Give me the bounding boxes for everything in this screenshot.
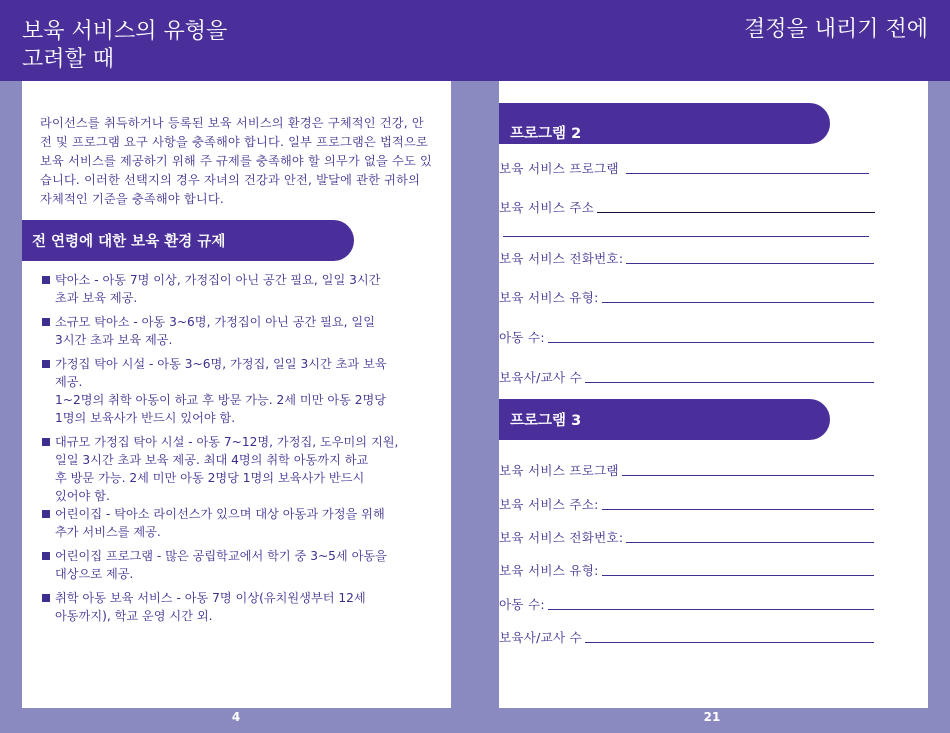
program3-name-field[interactable] (499, 459, 874, 479)
list-item (42, 433, 438, 505)
left-page-title (22, 18, 227, 74)
field-label: 보육사/교사 수 (499, 630, 583, 645)
program2-name-field[interactable] (499, 157, 869, 177)
list-item-text: 취학 아동 보육 서비스 - 아동 7명 이상(유치원생부터 12세 아동까지), 학교 운영 시간 외. (55, 591, 366, 623)
fill-in-line[interactable] (626, 173, 869, 174)
left-page (22, 81, 451, 708)
right-page (499, 81, 928, 708)
field-label: 아동 수: (499, 597, 545, 612)
fill-in-line[interactable] (602, 575, 874, 576)
square-bullet-icon (42, 318, 50, 326)
list-item (42, 589, 438, 625)
list-item-text: 어린이집 프로그램 - 많은 공립학교에서 학기 중 3~5세 아동을 대상으로 제공. (55, 549, 387, 581)
field-label: 보육 서비스 전화번호: (499, 251, 624, 266)
program3-phone-field[interactable] (499, 526, 874, 546)
section-title-banner (22, 220, 354, 261)
program2-banner (499, 103, 830, 144)
program2-phone-field[interactable] (499, 247, 874, 267)
field-label: 보육 서비스 유형: (499, 290, 599, 305)
program3-address-field[interactable] (499, 493, 874, 513)
fill-in-line[interactable] (622, 475, 874, 476)
left-title-line2: 고려할 때 (22, 47, 115, 72)
square-bullet-icon (42, 438, 50, 446)
list-item-text: 대규모 가정집 탁아 시설 - 아동 7~12명, 가정집, 도우미의 지원, 일일 3시간 초과 보육 제공. 최대 4명의 취학 아동까지 하교 후 방문 가능. 2세 미만 아동 2명당 1명의 보육사가 반드시 있어야 함. (55, 435, 399, 503)
square-bullet-icon (42, 552, 50, 560)
right-page-title: 결정을 내리기 전에 (743, 17, 928, 42)
program2-type-field[interactable] (499, 286, 874, 306)
program3-type-field[interactable] (499, 559, 874, 579)
field-label: 보육사/교사 수 (499, 370, 583, 385)
program3-title: 프로그램 3 (510, 412, 582, 429)
left-page-number: 4 (231, 710, 241, 724)
fill-in-line[interactable] (585, 382, 874, 383)
fill-in-line[interactable] (626, 263, 874, 264)
program2-address-line2[interactable] (503, 236, 869, 237)
list-item (42, 547, 438, 583)
list-item-text: 어린이집 - 탁아소 라이선스가 있으며 대상 아동과 가정을 위해 추가 서비스를 제공. (55, 507, 385, 539)
square-bullet-icon (42, 510, 50, 518)
field-label: 보육 서비스 전화번호: (499, 530, 624, 545)
program2-title: 프로그램 2 (510, 126, 582, 142)
square-bullet-icon (42, 276, 50, 284)
square-bullet-icon (42, 594, 50, 602)
fill-in-line[interactable] (597, 212, 875, 213)
field-label: 아동 수: (499, 330, 545, 345)
fill-in-line[interactable] (602, 302, 874, 303)
section-title: 전 연령에 대한 보육 환경 규제 (32, 234, 226, 250)
program2-children-field[interactable] (499, 326, 874, 346)
list-item-text: 탁아소 - 아동 7명 이상, 가정집이 아닌 공간 필요, 일일 3시간 초과 보육 제공. (55, 273, 381, 305)
fill-in-line[interactable] (626, 542, 874, 543)
list-item-text: 소규모 탁아소 - 아동 3~6명, 가정집이 아닌 공간 필요, 일일 3시간 초과 보육 제공. (55, 315, 375, 347)
fill-in-line[interactable] (548, 609, 874, 610)
field-label: 보육 서비스 유형: (499, 563, 599, 578)
list-item (42, 271, 438, 307)
program3-children-field[interactable] (499, 593, 874, 613)
list-item (42, 313, 438, 349)
list-item (42, 505, 438, 541)
field-label: 보육 서비스 주소: (499, 497, 599, 512)
intro-paragraph: 라이선스를 취득하거나 등록된 보육 서비스의 환경은 구체적인 건강, 안전 및 프로그램 요구 사항을 충족해야 합니다. 일부 프로그램은 법적으로 보육 서비스를 제공하기 위해 주 규제를 충족해야 할 의무가 없을 수도 있습니다. 이러한 선택지의 경우 자녀의 건강과 안전, 발달에 관한 귀하의 자체적인 기준을 충족해야 합니다. (40, 116, 433, 206)
fill-in-line[interactable] (585, 642, 874, 643)
right-page-number: 21 (703, 710, 721, 724)
list-item-continuation: 1~2명의 취학 아동이 하교 후 방문 가능. 2세 미만 아동 2명당 1명의 보육사가 반드시 있어야 함. (55, 393, 387, 425)
left-title-line1: 보육 서비스의 유형을 (22, 19, 228, 44)
program2-teachers-field[interactable] (499, 366, 874, 386)
program3-banner (499, 399, 830, 440)
list-item-text: 가정집 탁아 시설 - 아동 3~6명, 가정집, 일일 3시간 초과 보육 제공. (55, 357, 387, 389)
program3-teachers-field[interactable] (499, 626, 874, 646)
fill-in-line[interactable] (602, 509, 874, 510)
field-label: 보육 서비스 프로그램 (499, 161, 619, 176)
field-label: 보육 서비스 프로그램 (499, 463, 619, 478)
fill-in-line[interactable] (548, 342, 874, 343)
list-item (42, 355, 438, 391)
field-label: 보육 서비스 주소 (499, 200, 595, 215)
regulation-list (42, 271, 438, 631)
program2-address-field[interactable] (499, 196, 875, 216)
square-bullet-icon (42, 360, 50, 368)
